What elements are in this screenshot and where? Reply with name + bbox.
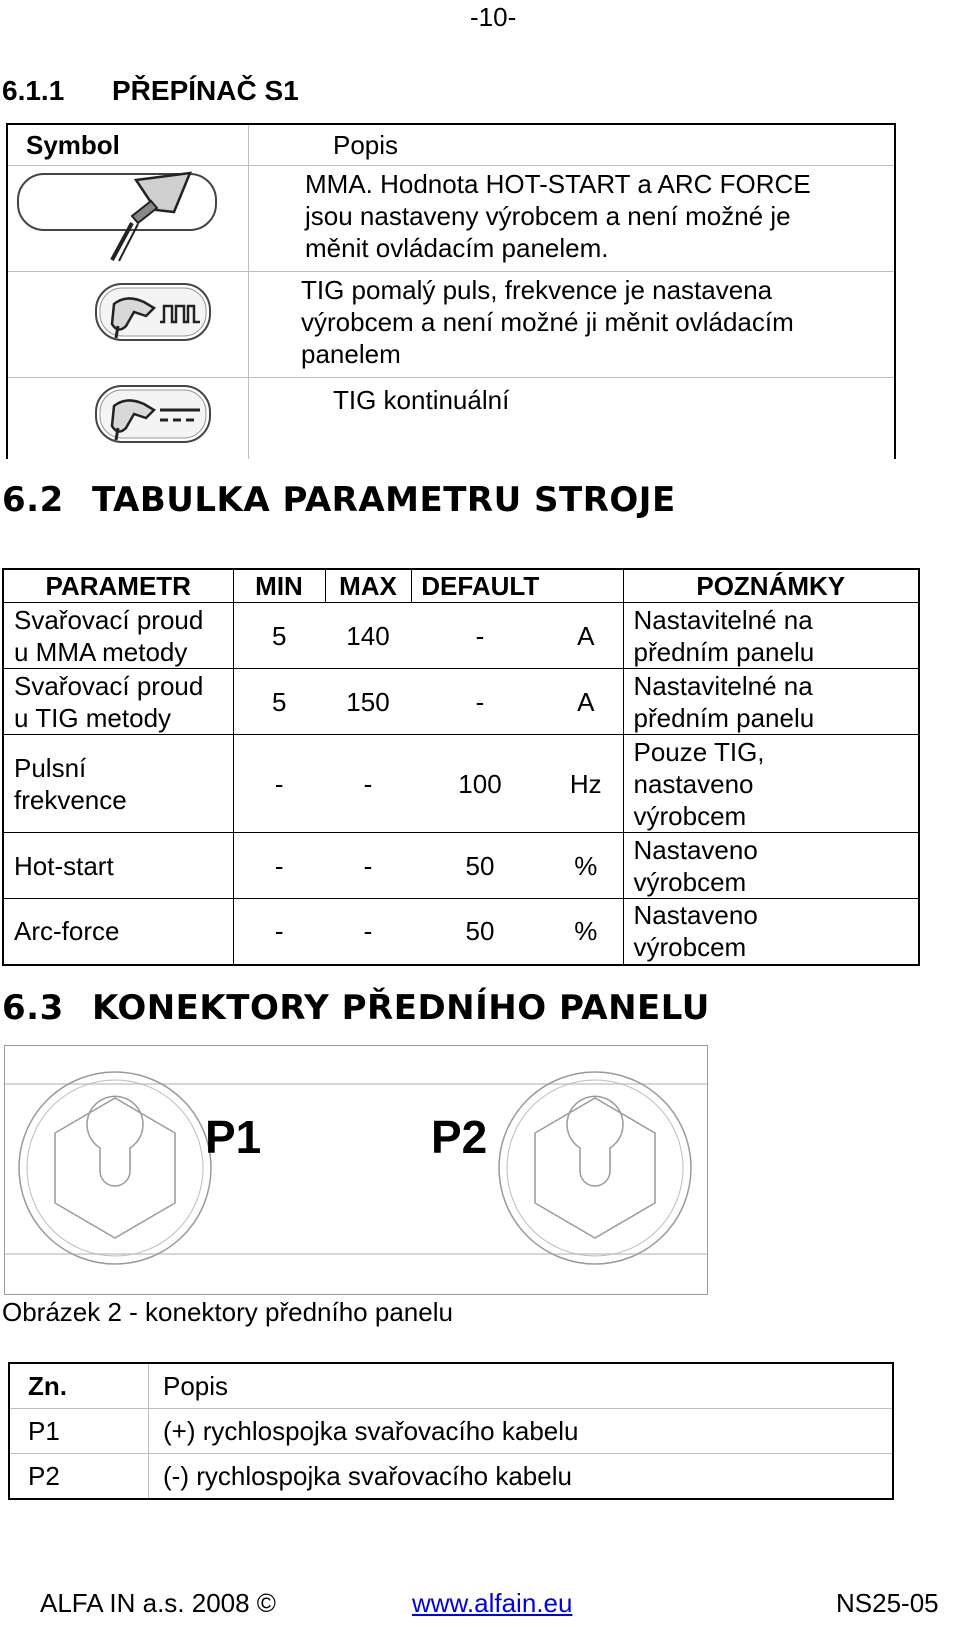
legend-header-description: Popis (163, 1370, 229, 1401)
params-row (3, 899, 919, 965)
section-63-heading (2, 988, 710, 1028)
params-header-max: MAX (325, 569, 411, 603)
params-header-unit (549, 569, 623, 603)
s1-row-tig-continuous-line-1: TIG kontinuální (333, 385, 510, 415)
connectors-drawing (5, 1046, 707, 1294)
param-max: - (325, 899, 411, 965)
param-name-line: frekvence (14, 784, 127, 815)
p1-label: P1 (205, 1111, 262, 1163)
param-note-line: Nastavitelné na (633, 604, 813, 635)
param-note-line: Pouze TIG, (633, 736, 765, 767)
s1-row-mma-line-2: jsou nastaveny výrobcem a není možné je (305, 201, 791, 231)
s1-row-mma (7, 166, 895, 272)
s1-row-mma-line-3: měnit ovládacím panelem. (305, 233, 609, 263)
s1-row-tig-pulse-line-1: TIG pomalý puls, frekvence je nastavena (301, 275, 773, 305)
param-note-line: výrobcem (633, 866, 747, 897)
param-min: 5 (233, 669, 325, 735)
s1-row-tig-continuous (7, 378, 895, 460)
footer-website-link[interactable]: www.alfain.eu (412, 1588, 573, 1618)
p2-label: P2 (431, 1111, 488, 1163)
param-name-line: u TIG metody (14, 702, 172, 733)
params-row (3, 735, 919, 833)
param-max: - (325, 833, 411, 899)
legend-description: (-) rychlospojka svařovacího kabelu (149, 1454, 894, 1500)
s1-row-tig-pulse-line-3: panelem (301, 339, 401, 369)
param-unit: % (549, 833, 623, 899)
p1-connector-icon (19, 1072, 211, 1264)
param-min: 5 (233, 603, 325, 669)
param-note-line: výrobcem (633, 800, 747, 831)
section-611-title: PŘEPÍNAČ S1 (112, 75, 299, 106)
section-63-number: 6.3 (2, 988, 64, 1028)
legend-key: P1 (9, 1409, 149, 1454)
legend-key: P2 (9, 1454, 149, 1500)
param-note-line: předním panelu (633, 702, 815, 733)
param-default: 50 (411, 899, 549, 965)
param-unit: % (549, 899, 623, 965)
param-note-line: předním panelu (633, 636, 815, 667)
s1-row-tig-pulse-line-2: výrobcem a není možné ji měnit ovládacím (301, 307, 794, 337)
section-611-number: 6.1.1 (2, 75, 65, 106)
section-62-heading (2, 480, 676, 520)
param-note-line: Nastavitelné na (633, 670, 813, 701)
section-62-title: TABULKA PARAMETRU STROJE (92, 480, 676, 520)
page-number: -10- (470, 2, 517, 32)
param-unit: A (549, 669, 623, 735)
mma-electrode-icon (14, 168, 224, 268)
params-row (3, 669, 919, 735)
param-name-line: Svařovací proud (14, 670, 204, 701)
legend-header-key: Zn. (9, 1363, 149, 1409)
s1-switch-table (6, 123, 896, 459)
footer-copyright: ALFA IN a.s. 2008 © (40, 1588, 276, 1618)
legend-row (9, 1409, 893, 1454)
tig-pulse-icon (14, 274, 224, 374)
param-name-line: Svařovací proud (14, 604, 204, 635)
param-note-line: nastaveno (633, 768, 754, 799)
legend-header-row (9, 1363, 893, 1409)
s1-row-mma-line-1: MMA. Hodnota HOT-START a ARC FORCE (305, 169, 811, 199)
s1-header-description: Popis (333, 130, 399, 160)
param-min: - (233, 899, 325, 965)
param-default: - (411, 669, 549, 735)
param-name-line: Arc-force (14, 916, 120, 947)
param-name-line: Pulsní (14, 752, 87, 783)
params-header-notes: POZNÁMKY (623, 569, 919, 603)
param-note-line: výrobcem (633, 932, 747, 963)
param-min: - (233, 833, 325, 899)
param-unit: A (549, 603, 623, 669)
front-panel-connectors-figure (4, 1045, 708, 1295)
section-611-heading (2, 75, 299, 107)
param-min: - (233, 735, 325, 833)
params-header-default: DEFAULT (411, 569, 549, 603)
footer-document-code: NS25-05 (836, 1588, 939, 1618)
connectors-legend-table (8, 1362, 894, 1500)
param-max: - (325, 735, 411, 833)
param-name-line: Hot-start (14, 850, 114, 881)
machine-parameters-table (2, 568, 920, 966)
footer-website-link-wrap (412, 1588, 572, 1619)
params-header-row (3, 569, 919, 603)
param-default: - (411, 603, 549, 669)
params-header-parameter: PARAMETR (3, 569, 233, 603)
param-max: 140 (325, 603, 411, 669)
params-row (3, 603, 919, 669)
s1-header-symbol: Symbol (7, 124, 249, 166)
param-note-line: Nastaveno (633, 834, 758, 865)
params-header-min: MIN (233, 569, 325, 603)
section-62-number: 6.2 (2, 480, 64, 520)
param-default: 100 (411, 735, 549, 833)
legend-description: (+) rychlospojka svařovacího kabelu (149, 1409, 894, 1454)
param-name-line: u MMA metody (14, 636, 188, 667)
s1-table-header-row (7, 124, 895, 166)
section-63-title: KONEKTORY PŘEDNÍHO PANELU (92, 988, 710, 1028)
param-note-line: Nastaveno (633, 900, 758, 931)
s1-row-tig-pulse (7, 272, 895, 378)
param-unit: Hz (549, 735, 623, 833)
params-row (3, 833, 919, 899)
legend-row (9, 1454, 893, 1500)
tig-continuous-icon (14, 380, 224, 450)
param-default: 50 (411, 833, 549, 899)
p2-connector-icon (499, 1072, 691, 1264)
figure-caption: Obrázek 2 - konektory předního panelu (2, 1297, 453, 1327)
param-max: 150 (325, 669, 411, 735)
